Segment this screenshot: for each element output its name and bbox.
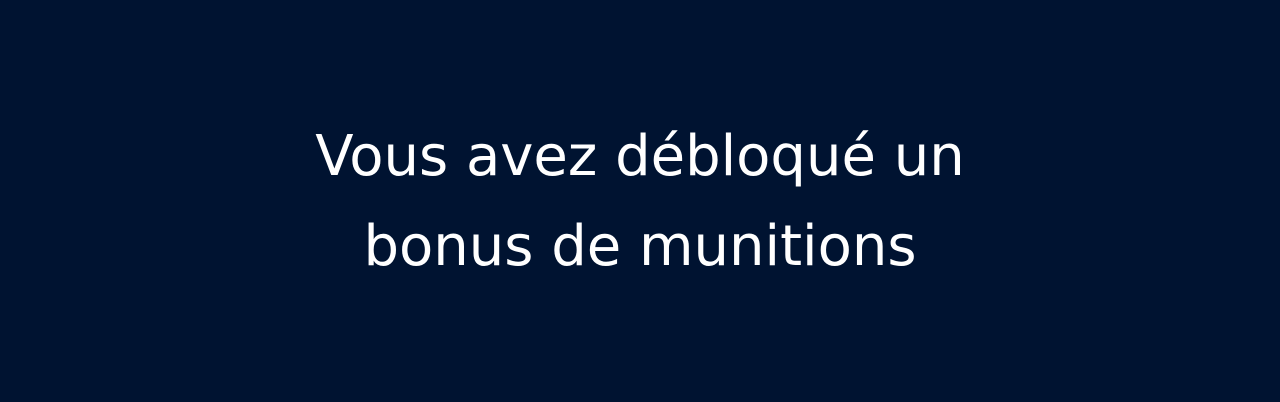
unlock-message-line-1: Vous avez débloqué un bbox=[315, 124, 965, 189]
unlock-message-line-2: bonus de munitions bbox=[363, 214, 917, 279]
unlock-message bbox=[0, 112, 1280, 292]
